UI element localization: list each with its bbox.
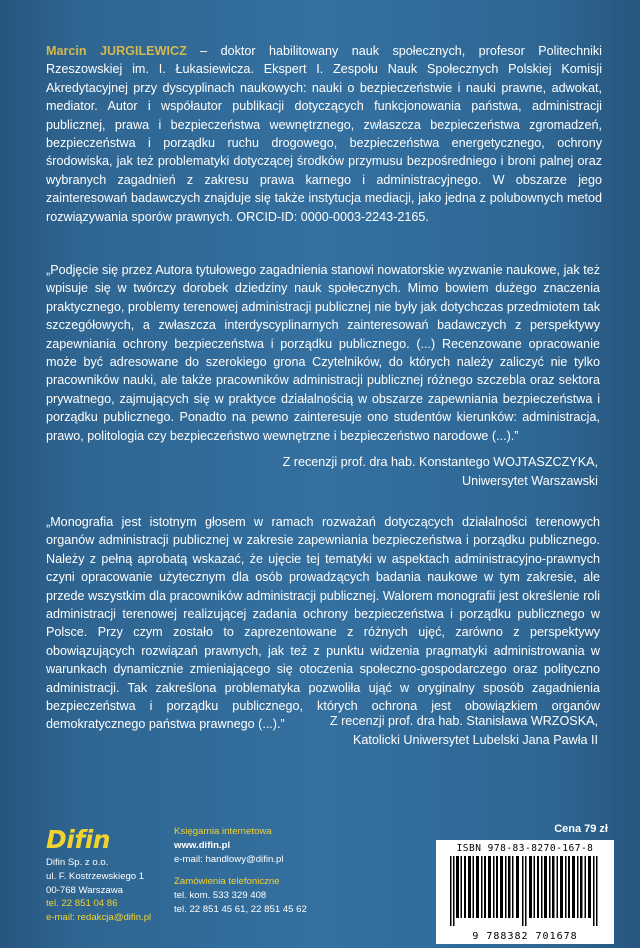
publisher-contact <box>174 825 307 917</box>
publisher-city: 00-768 Warszawa <box>46 884 123 896</box>
barcode-number: 9 788382 701678 <box>472 931 578 942</box>
review-source-2-affiliation: Katolicki Uniwersytet Lubelski Jana Pawła II <box>353 733 598 747</box>
review-source-1-reviewer: Z recenzji prof. dra hab. Konstantego WOJTASZCZYKA, <box>282 455 598 469</box>
publisher-name: Difin Sp. z o.o. <box>46 857 109 868</box>
author-bio-text: – doktor habilitowany nauk społecznych, profesor Politechniki Rzeszowskiej im. I. Łukasiewicza. Ekspert I. Zespołu Nauk Społecznych Polskiej Komisji Akredytacyjnej przy dyscyplinach naukowych: nauki o bezpieczeństwie i nauki prawne, adwokat, mediator. Autor i współautor publikacji dotyczących funkcjonowania państwa, administracji publicznej, prawa i bezpieczeństwa wewnętrznego, zwłaszcza bezpieczeństwa zgromadzeń, bezpieczeństwa i porządku ruchu drogowego, bezpieczeństwa energetycznego, ochrony środowiska, jak też problematyki dotyczącej środków przymusu bezpośredniego i broni palnej oraz wybranych zagadnień z zakresu prawa karnego i administracyjnego. W obszarze jego zainteresowań badawczych znajduje się także instytucja mediacji, jako jedna z polubownych metod rozwiązywania sporów prawnych. ORCID-ID: 0000-0003-2243-2165. <box>46 44 602 224</box>
publisher-address <box>46 856 151 925</box>
barcode-icon <box>450 856 600 926</box>
shop-url[interactable]: www.difin.pl <box>174 839 231 851</box>
publisher-footer <box>0 820 640 948</box>
author-name: Marcin JURGILEWICZ <box>46 44 187 58</box>
isbn-label: ISBN 978-83-8270-167-8 <box>456 843 594 854</box>
review-source-2 <box>330 712 598 750</box>
publisher-logo: Difin <box>46 825 111 854</box>
orders-label: Zamówienia telefoniczne <box>174 876 280 888</box>
price-label: Cena 79 zł <box>554 823 608 835</box>
orders-phone-2: tel. 22 851 45 61, 22 851 45 62 <box>174 903 307 915</box>
barcode-block <box>436 840 614 944</box>
publisher-street: ul. F. Kostrzewskiego 1 <box>46 870 145 882</box>
shop-email[interactable]: e-mail: handlowy@difin.pl <box>174 853 284 865</box>
orders-phone-1: tel. kom. 533 329 408 <box>174 890 267 902</box>
publisher-email: e-mail: redakcja@difin.pl <box>46 912 152 924</box>
shop-label: Księgarnia internetowa <box>174 826 272 837</box>
review-source-2-reviewer: Z recenzji prof. dra hab. Stanisława WRZOSKA, <box>329 714 598 728</box>
publisher-phone: tel. 22 851 04 86 <box>46 898 118 910</box>
review-source-1-affiliation: Uniwersytet Warszawski <box>462 474 598 488</box>
review-quote-1: „Podjęcie się przez Autora tytułowego zagadnienia stanowi nowatorskie wyzwanie naukowe, jak też wpisuje się w twórczy dorobek dziedziny nauk społecznych. Mimo bowiem dużego znaczenia praktycznego, problemy terenowej administracji publicznej nie były jak dotychczas przedmiotem tak szczegółowych, a zwłaszcza interdyscyplinarnych zainteresowań badawczych z perspektywy zapewniania ochrony bezpieczeństwa i porządku publicznego. (...) Recenzowane opracowanie może być adresowane do szerokiego grona Czytelników, do których należy zaliczyć nie tylko pracowników nauki, ale także pracowników administracji publicznej różnego szczebla oraz sektora prywatnego, zajmujących się w praktyce działalnością w obszarze zapewniania bezpieczeństwa i porządku publicznego. Ponadto na pewno zainteresuje ono studentów kierunków: administracja, prawo, politologia czy bezpieczeństwo wewnętrzne i bezpieczeństwo narodowe (...).” <box>46 263 600 443</box>
review-source-1 <box>283 453 598 491</box>
author-bio <box>46 42 602 226</box>
review-quote-2: „Monografia jest istotnym głosem w ramach rozważań dotyczących działalności terenowych organów administracji publicznej w zakresie zapewniania bezpieczeństwa i porządku publicznego. Należy z pełną aprobatą wskazać, że ujęcie tej tematyki w aspektach administracyjno-prawnych czyni opracowanie użytecznym dla osób prowadzących badania naukowe w tym zakresie, ale przede wszystkim dla pracowników administracji publicznej. Walorem monografii jest określenie roli administracji terenowej realizującej zadania ochrony bezpieczeństwa i porządku publicznego w Polsce. Przy czym zostało to zaprezentowane z różnych ujęć, zarówno z perspektywy obowiązujących rozwiązań prawnych, jak też z punktu widzenia pragmatyki administrowania w warunkach dynamicznie zmieniającego się otoczenia społeczno-gospodarczego oraz polityczno administracji. Tak zakreślona problematyka pozwoliła ująć w oryginalny sposób zagadnienia bezpieczeństwa i porządku publicznego, których ochrona jest obowiązkiem organów demokratycznego państwa prawnego (...).” <box>46 515 600 732</box>
